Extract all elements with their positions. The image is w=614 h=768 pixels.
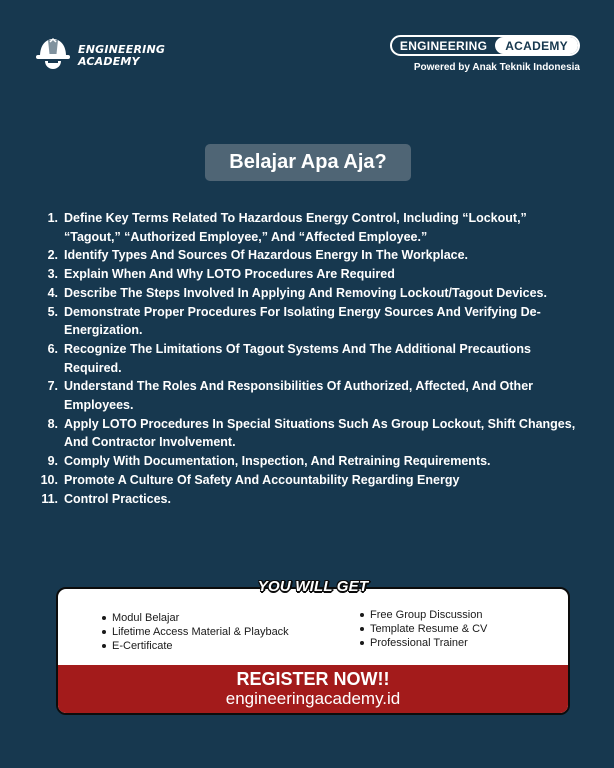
objective-text: Comply With Documentation, Inspection, And Retraining Requirements. [64,454,491,469]
bullet-icon [360,627,364,631]
objective-item [36,490,576,509]
benefit-item [102,625,289,639]
objective-text: Apply LOTO Procedures In Special Situations Such As Group Lockout, Shift Changes, And Contractor Involvement. [64,416,576,450]
benefit-item [102,639,289,653]
objective-item [36,284,576,303]
benefit-item [360,636,487,650]
benefits-right-column [360,608,487,650]
objective-number: 8. [47,416,58,431]
objective-item [36,265,576,284]
academy-badge [390,35,580,56]
logo-line-2: ACADEMY [78,54,140,68]
logo-line-1: ENGINEERING [78,42,166,56]
objective-number: 3. [47,267,58,282]
bullet-icon [102,644,106,648]
benefit-text: Professional Trainer [370,637,468,649]
objective-text: Promote A Culture Of Safety And Accountability Regarding Energy [64,472,460,487]
register-button-label[interactable]: REGISTER NOW!! [236,669,390,689]
objective-number: 5. [47,304,58,319]
benefits-left-column [102,611,289,653]
bullet-icon [360,613,364,617]
objective-item [36,246,576,265]
badge-left-text: ENGINEERING [399,38,488,53]
objective-number: 9. [47,454,58,469]
benefits-card [56,587,570,715]
objective-item [36,377,576,414]
objective-item [36,452,576,471]
objective-number: 4. [47,285,58,300]
benefit-item [360,622,487,636]
badge-right-text: ACADEMY [495,37,578,54]
objective-text: Demonstrate Proper Procedures For Isolating Energy Sources And Verifying De-Energization. [64,304,541,338]
page-title: Belajar Apa Aja? [205,144,411,181]
objective-item [36,471,576,490]
objective-text: Understand The Roles And Responsibilities Of Authorized, Affected, And Other Employees. [64,379,534,413]
benefits-lists [58,609,568,667]
objective-text: Control Practices. [64,491,171,506]
register-cta[interactable] [58,665,568,713]
benefit-item [102,611,289,625]
benefit-text: Lifetime Access Material & Playback [112,626,289,638]
objective-number: 10. [40,472,58,487]
benefit-text: Modul Belajar [112,612,180,624]
benefit-item [360,608,487,622]
powered-by-text: Powered by Anak Teknik Indonesia [413,62,580,73]
objective-item [36,209,576,246]
objective-number: 1. [47,211,58,225]
objective-item [36,415,576,452]
brand-logo [34,34,165,77]
benefit-text: Template Resume & CV [370,623,488,635]
benefit-text: E-Certificate [112,640,173,652]
bullet-icon [102,630,106,634]
objective-text: Identify Types And Sources Of Hazardous Energy In The Workplace. [64,248,469,263]
objective-text: Describe The Steps Involved In Applying And Removing Lockout/Tagout Devices. [64,285,547,300]
benefits-title: YOU WILL GET [257,578,369,595]
benefit-text: Free Group Discussion [370,609,483,621]
hard-hat-icon [34,34,72,77]
objective-number: 2. [47,248,58,263]
objective-number: 6. [47,341,58,356]
header-badge-block [390,35,580,73]
bullet-icon [360,641,364,645]
objective-number: 7. [47,379,58,394]
objective-item [36,340,576,377]
objective-text: Explain When And Why LOTO Procedures Are Required [64,267,395,282]
bullet-icon [102,616,106,620]
objectives-list [36,209,576,508]
objective-item [36,303,576,340]
objective-text: Define Key Terms Related To Hazardous Energy Control, Including “Lockout,” “Tagout,” “Authorized Employee,” And “Affected Employee.” [64,211,527,244]
logo-text [78,44,165,68]
objective-number: 11. [41,491,58,506]
website-link[interactable]: engineeringacademy.id [225,689,401,708]
objective-text: Recognize The Limitations Of Tagout Systems And The Additional Precautions Required. [64,341,531,375]
